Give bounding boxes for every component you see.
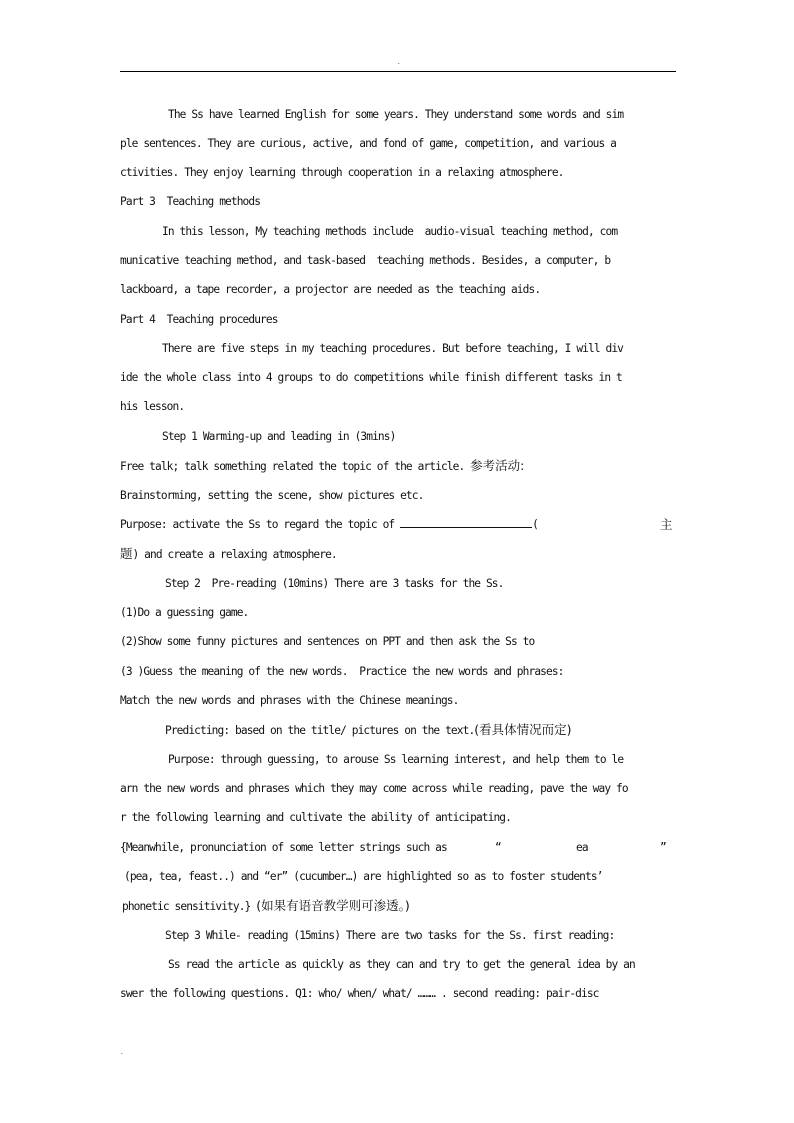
text-line: ple sentences. They are curious, active, and fond of game, competition, and various a <box>120 137 617 150</box>
text-segment: Predicting: based on the title/ pictures on the text. <box>165 724 475 737</box>
text-line: ctivities. They enjoy learning through cooperation in a relaxing atmosphere. <box>120 166 564 179</box>
text-line: ide the whole class into 4 groups to do competitions while finish different tasks in t <box>120 371 622 384</box>
text-line <box>122 896 410 916</box>
text-line: r the following learning and cultivate the ability of anticipating. <box>120 811 511 824</box>
fill-in-blank <box>400 515 532 528</box>
footer-mark: . <box>120 1049 124 1056</box>
text-segment: phonetic sensitivity.} <box>122 900 257 913</box>
text-line <box>120 456 524 476</box>
step-heading: Step 1 Warming-up and leading in (3mins) <box>162 430 396 443</box>
step-heading: Step 3 While- reading (15mins) There are two tasks for the Ss. first reading: <box>165 929 615 942</box>
text-line: There are five steps in my teaching procedures. But before teaching, I will div <box>162 342 624 355</box>
close-quote: ” <box>660 841 666 854</box>
text-line <box>165 720 572 740</box>
list-item: (2)Show some funny pictures and sentences on PPT and then ask the Ss to <box>120 635 535 648</box>
text-segment-cjk: 主 <box>660 517 673 532</box>
text-line: The Ss have learned English for some years. They understand some words and sim <box>168 108 624 121</box>
text-line: Purpose: through guessing, to arouse Ss learning interest, and help them to le <box>168 753 624 766</box>
text-segment-cjk: (如果有语音教学则可渗透。) <box>256 898 410 913</box>
list-item: (1)Do a guessing game. <box>120 606 249 619</box>
text-line: (pea, tea, feast..) and “er” (cucumber…) are highlighted so as to foster students’ <box>124 870 603 883</box>
section-heading: Part 4 Teaching procedures <box>120 313 278 326</box>
text-line: In this lesson, My teaching methods include audio-visual teaching method, com <box>162 225 618 238</box>
text-segment: ( <box>532 518 538 531</box>
text-line: arn the new words and phrases which they may come across while reading, pave the way fo <box>120 782 628 795</box>
header-mark: . <box>397 59 401 66</box>
text-line: his lesson. <box>120 400 185 413</box>
text-segment: ) and create a relaxing atmosphere. <box>132 548 337 561</box>
text-segment: Free talk; talk something related the topic of the article. <box>120 460 471 473</box>
text-line: Match the new words and phrases with the Chinese meanings. <box>120 694 459 707</box>
text-line <box>120 515 538 535</box>
text-line: {Meanwhile, pronunciation of some letter strings such as <box>120 841 447 854</box>
text-line: swer the following questions. Q1: who/ when/ what/ ……… . second reading: pair-disc <box>120 987 599 1000</box>
step-heading: Step 2 Pre-reading (10mins) There are 3 tasks for the Ss. <box>165 577 504 590</box>
section-heading: Part 3 Teaching methods <box>120 195 261 208</box>
header-rule <box>120 71 676 72</box>
text-segment: Purpose: activate the Ss to regard the topic of <box>120 518 401 531</box>
list-item: (3 )Guess the meaning of the new words. Practice the new words and phrases: <box>120 665 564 678</box>
open-quote: “ <box>495 841 501 854</box>
text-segment-cjk: 题 <box>120 546 133 561</box>
text-segment-cjk: (看具体情况而定) <box>474 722 572 737</box>
text-segment: ea <box>576 841 588 854</box>
text-line: Brainstorming, setting the scene, show pictures etc. <box>120 489 424 502</box>
text-segment-cjk: 参考活动: <box>470 458 525 473</box>
text-line: municative teaching method, and task-based teaching methods. Besides, a computer, b <box>120 254 611 267</box>
text-line <box>120 544 337 564</box>
text-line: lackboard, a tape recorder, a projector are needed as the teaching aids. <box>120 283 541 296</box>
text-line: Ss read the article as quickly as they can and try to get the general idea by an <box>168 958 635 971</box>
